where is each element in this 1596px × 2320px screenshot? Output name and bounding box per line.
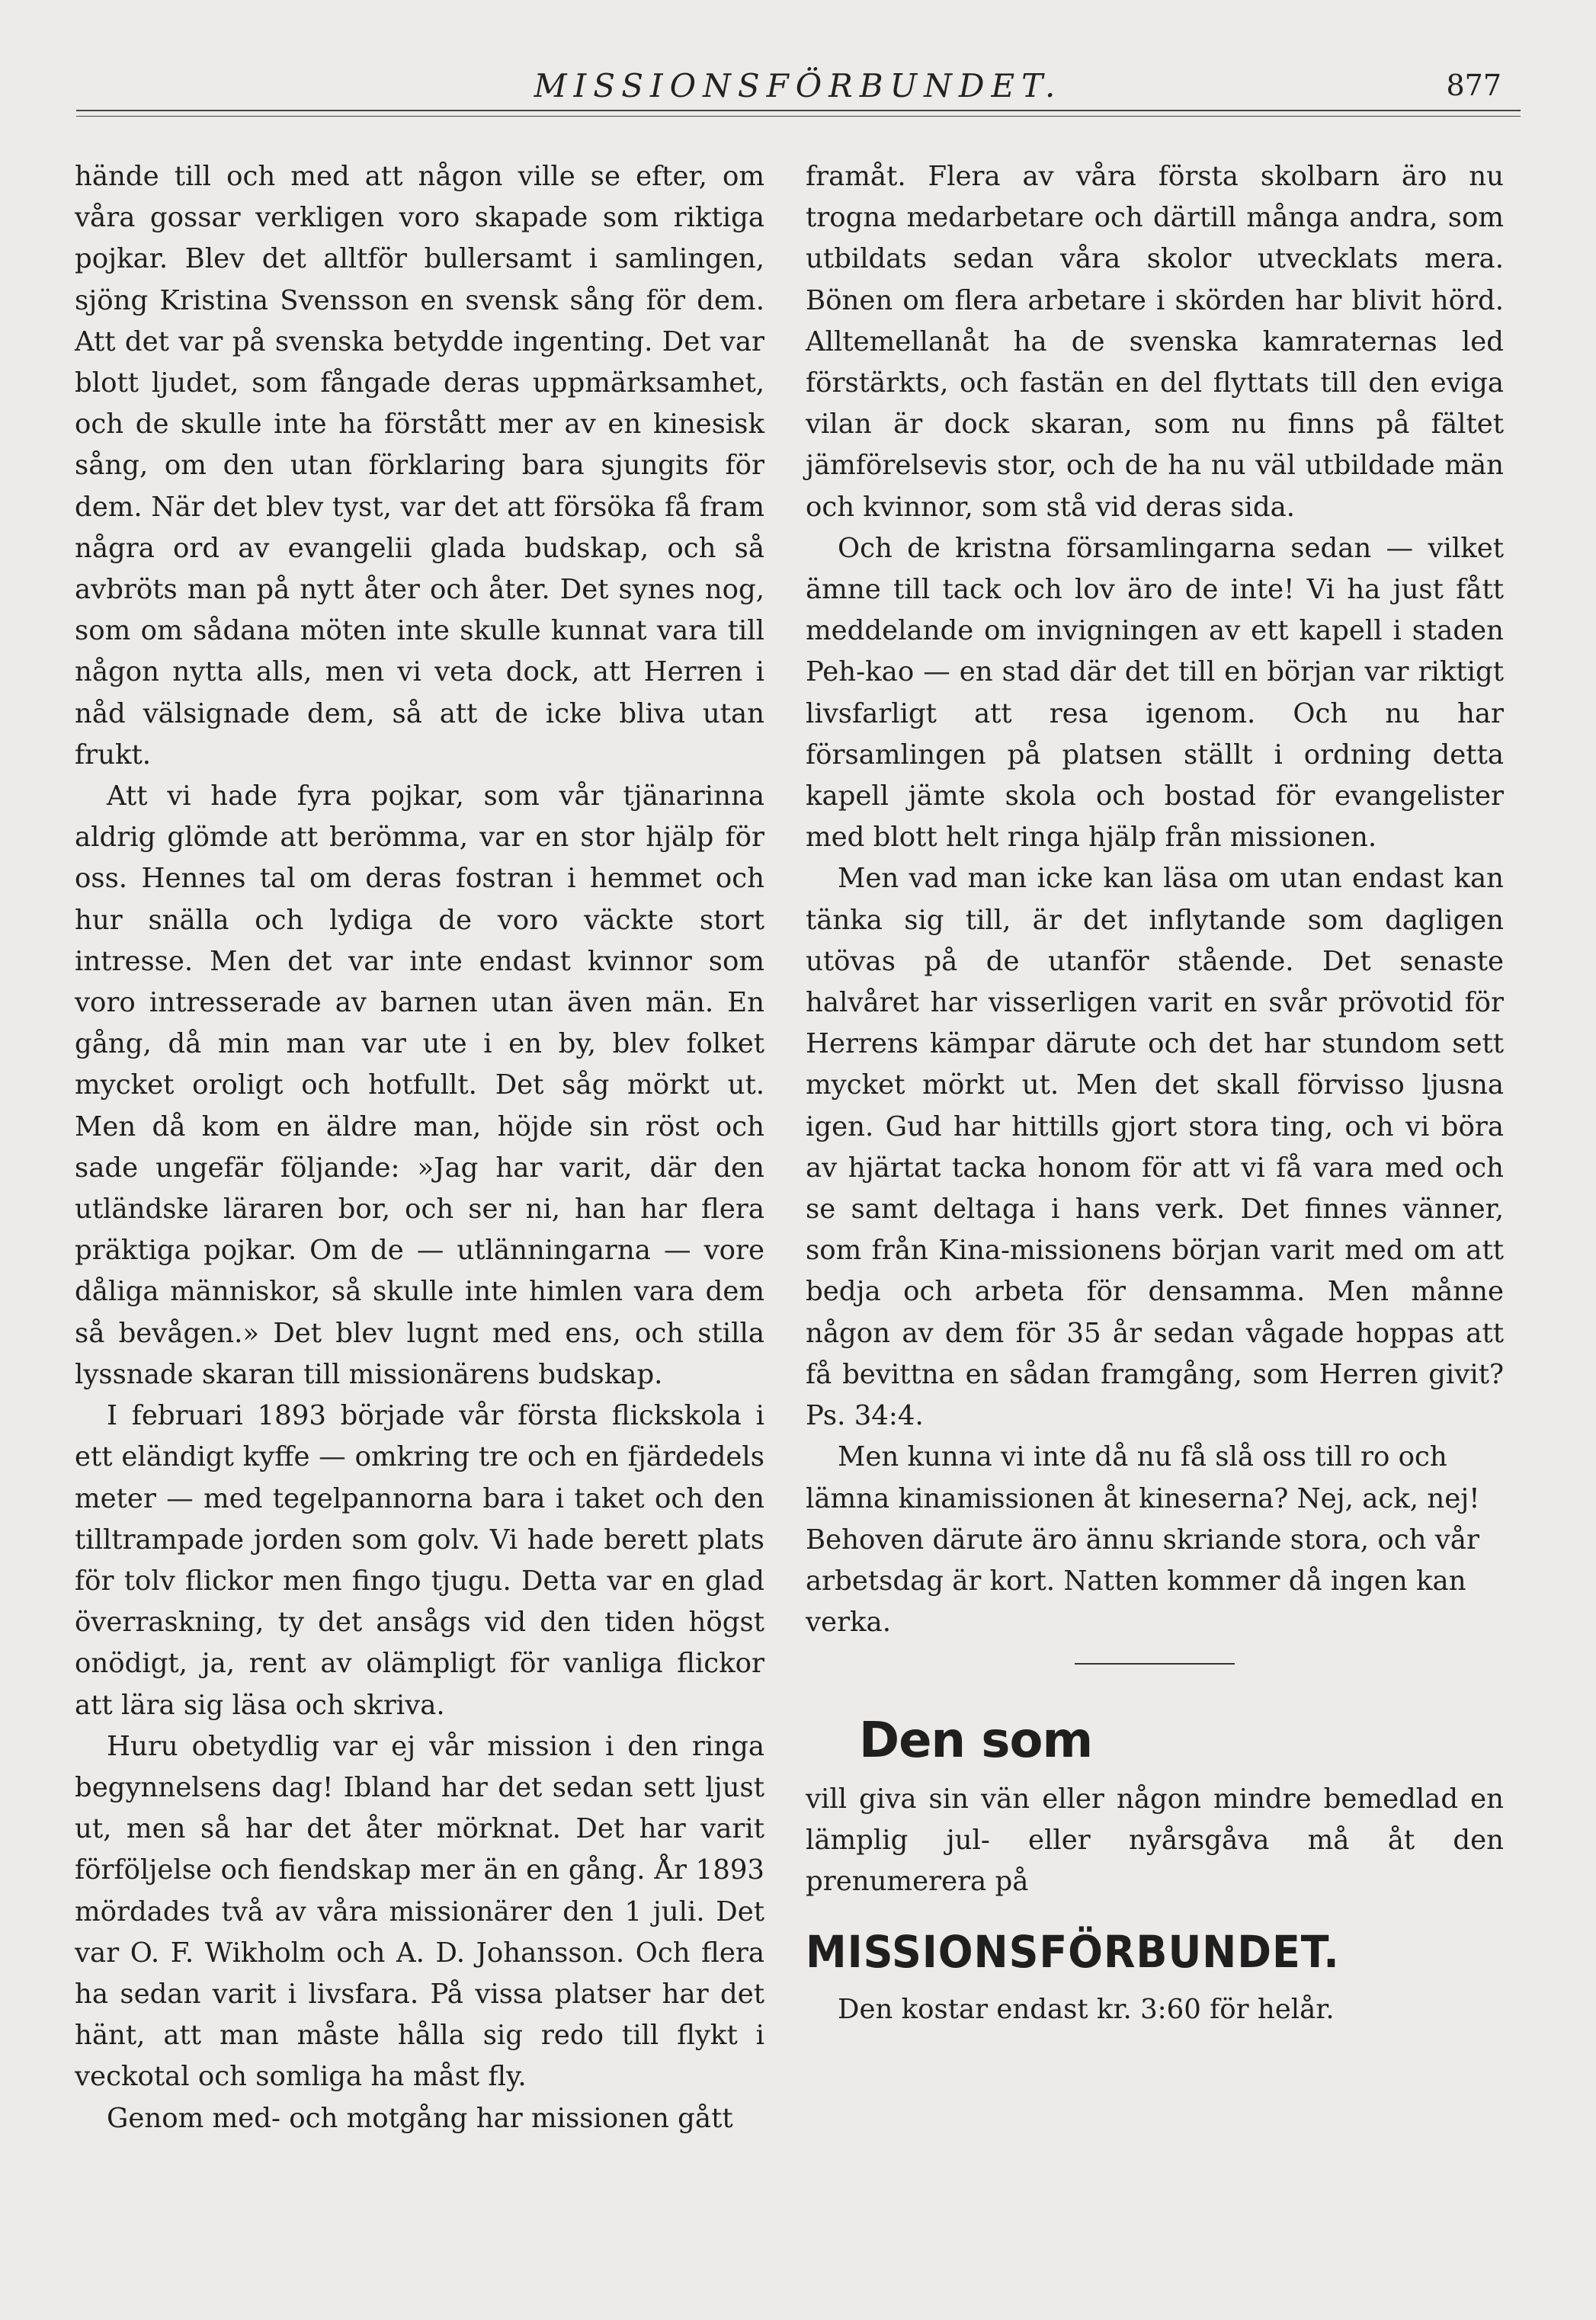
left-column xyxy=(75,156,764,2139)
paragraph: Och de kristna församlingarna sedan — vilket ämne till tack och lov äro de inte! Vi ha just fått meddelande om invigningen av ett kapell i staden Peh-kao — en stad där det till en början var riktigt livsfarligt att resa igenom. Och nu har församlingen på platsen ställt i ordning detta kapell jämte skola och bostad för evangelister med blott helt ringa hjälp från missionen. xyxy=(806,532,1504,854)
ad-text: vill giva sin vän eller någon mindre bemedlad en lämplig jul- eller nyårsgåva må åt den prenumerera på xyxy=(806,1783,1504,1898)
paragraph: I februari 1893 började vår första flickskola i ett eländigt kyffe — omkring tre och en fjärdedels meter — med tegelpannorna bara i taket och den tilltrampade jorden som golv. Vi hade berett plats för tolv flickor men fingo tjugu. Detta var en glad överraskning, ty det ansågs vid den tiden högst onödigt, ja, rent av olämpligt för vanliga flickor att lära sig läsa och skriva. xyxy=(75,1400,764,1721)
paragraph: Men vad man icke kan läsa om utan endast kan tänka sig till, är det inflytande som dagligen utövas på de utanför stående. Det senaste halvåret har visserligen varit en svår prövotid för Herrens kämpar därute och det har stundom sett mycket mörkt ut. Men det skall förvisso ljusna igen. Gud har hittills gjort stora ting, och vi böra av hjärtat tacka honom för att vi få vara med och se samt deltaga i hans verk. Det finnes vänner, som från Kina-missionens början varit med om att bedja och arbeta för densamma. Men månne någon av dem för 35 år sedan vågade hoppas att få bevittna en sådan framgång, som Herren givit? Ps. 34:4. xyxy=(806,863,1504,1432)
page-number: 877 xyxy=(1446,69,1501,102)
section-divider xyxy=(1075,1663,1235,1665)
paragraph: hände till och med att någon ville se efter, om våra gossar verkligen voro skapade som riktiga pojkar. Blev det alltför bullersamt i samlingen, sjöng Kristina Svensson en svensk sång för dem. Att det var på svenska betydde ingenting. Det var blott ljudet, som fångade deras uppmärksamhet, och de skulle inte ha förstått mer av en kinesisk sång, om den utan förklaring bara sjungits för dem. När det blev tyst, var det att försöka få fram några ord av evangelii glada budskap, och så avbröts man på nytt åter och åter. Det synes nog, som om sådana möten inte skulle kunnat vara till någon nytta alls, men vi veta dock, att Herren i nåd välsignade dem, så att de icke bliva utan frukt. xyxy=(75,161,764,771)
right-column xyxy=(806,156,1504,2031)
ad-brand-name: MISSIONSFÖRBUNDET. xyxy=(806,1926,1340,1979)
paragraph: framåt. Flera av våra första skolbarn äro nu trogna medarbetare och därtill många andra, som utbildats sedan våra skolor utvecklats mera. Bönen om flera arbetare i skörden har blivit hörd. Alltemellanåt ha de svenska kamraternas led förstärkts, och fastän en del flyttats till den eviga vilan är dock skaran, som nu finns på fältet jämförelsevis stor, och de ha nu väl utbildade män och kvinnor, som stå vid deras sida. xyxy=(806,161,1504,523)
running-title: MISSIONSFÖRBUNDET. xyxy=(534,67,1062,104)
paragraph: Genom med- och motgång har missionen gått xyxy=(107,2102,733,2134)
ad-price: Den kostar endast kr. 3:60 för helår. xyxy=(838,1994,1335,2026)
subscription-advertisement xyxy=(806,1710,1504,2030)
paragraph: Att vi hade fyra pojkar, som vår tjänarinna aldrig glömde att berömma, var en stor hjälp för oss. Hennes tal om deras fostran i hemmet och hur snälla och lydiga de voro väckte stort intresse. Men det var inte endast kvinnor som voro intresserade av barnen utan även män. En gång, då min man var ute i en by, blev folket mycket oroligt och hotfullt. Det såg mörkt ut. Men då kom en äldre man, höjde sin röst och sade ungefär följande: »Jag har varit, där den utländske läraren bor, och ser ni, han har flera präktiga pojkar. Om de — utlänningarna — vore dåliga människor, så skulle inte himlen vara dem så bevågen.» Det blev lugnt med ens, och stilla lyssnade skaran till missionärens budskap. xyxy=(75,780,764,1390)
paragraph: Men kunna vi inte då nu få slå oss till ro och lämna kinamissionen åt kineserna? Nej, ack, nej! Behoven därute äro ännu skriande stora, och vår arbetsdag är kort. Natten kommer då ingen kan verka. xyxy=(806,1441,1480,1639)
paragraph: Huru obetydlig var ej vår mission i den ringa begynnelsens dag! Ibland har det sedan sett ljust ut, men så har det åter mörknat. Det har varit förföljelse och fiendskap mer än en gång. År 1893 mördades två av våra missionärer den 1 juli. Det var O. F. Wikholm och A. D. Johansson. Och flera ha sedan varit i livsfara. På vissa platser har det hänt, att man måste hålla sig redo till flykt i veckotal och somliga ha måst fly. xyxy=(75,1730,764,2093)
header-rule xyxy=(76,110,1521,111)
ad-heading: Den som xyxy=(859,1713,1093,1770)
header-rule-thin xyxy=(76,116,1521,117)
